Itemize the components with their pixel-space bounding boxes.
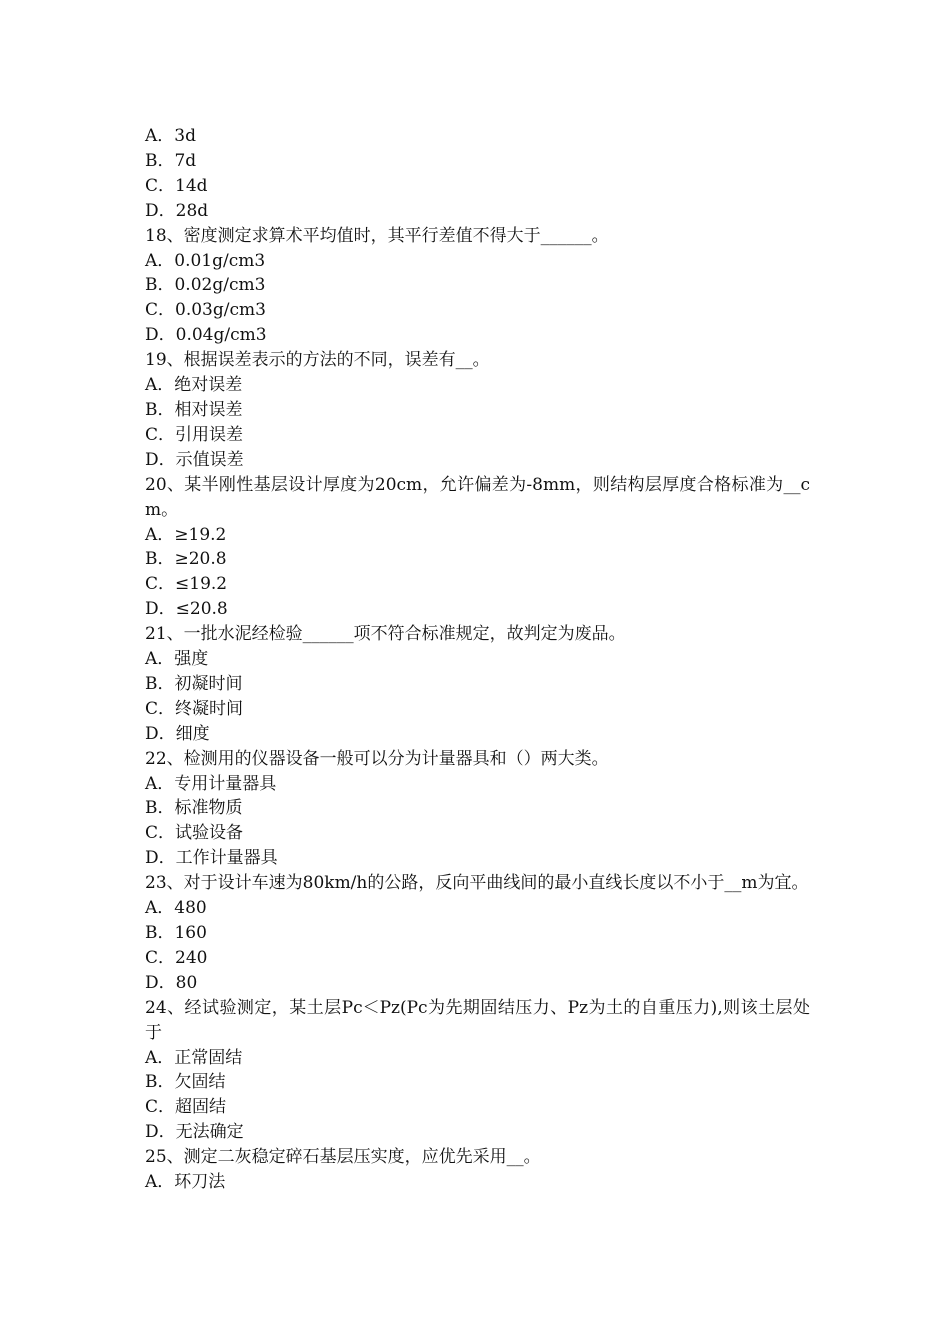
question-18 bbox=[145, 224, 810, 349]
option-d: D．28d bbox=[145, 200, 209, 221]
question-19 bbox=[145, 348, 810, 473]
question-20 bbox=[145, 473, 810, 622]
option-d: D．0.04g/cm3 bbox=[145, 325, 267, 346]
option-a: A．480 bbox=[145, 898, 207, 919]
question-stem: 23、对于设计车速为80km/h的公路，反向平曲线间的最小直线长度以不小于__m为宜。 bbox=[145, 873, 809, 894]
option-a: A．正常固结 bbox=[145, 1047, 243, 1068]
option-b: B．160 bbox=[145, 923, 207, 943]
option-a: A．专用计量器具 bbox=[145, 773, 277, 794]
option-c: C．终凝时间 bbox=[145, 698, 244, 719]
question-23 bbox=[145, 871, 810, 996]
option-d: D．细度 bbox=[145, 723, 210, 744]
option-b: B．欠固结 bbox=[145, 1072, 226, 1093]
option-c: C．240 bbox=[145, 947, 208, 968]
option-c: C．0.03g/cm3 bbox=[145, 300, 266, 321]
option-a: A．0.01g/cm3 bbox=[145, 250, 266, 271]
option-a: A．3d bbox=[145, 126, 196, 146]
option-a: A．≥19.2 bbox=[145, 524, 227, 545]
question-stem: 18、密度测定求算术平均值时，其平行差值不得大于______。 bbox=[145, 225, 609, 246]
option-a: A．绝对误差 bbox=[145, 375, 243, 396]
option-c: C．引用误差 bbox=[145, 424, 244, 445]
question-stem: 25、测定二灰稳定碎石基层压实度，应优先采用__。 bbox=[145, 1147, 541, 1168]
option-d: D．80 bbox=[145, 972, 198, 993]
question-stem: 21、一批水泥经检验______项不符合标准规定，故判定为废品。 bbox=[145, 624, 626, 645]
option-b: B．7d bbox=[145, 150, 197, 171]
option-b: B．标准物质 bbox=[145, 798, 243, 819]
option-b: B．相对误差 bbox=[145, 399, 243, 420]
option-c: C．≤19.2 bbox=[145, 574, 228, 595]
option-c: C．超固结 bbox=[145, 1097, 227, 1118]
question-25 bbox=[145, 1145, 810, 1195]
option-b: B．初凝时间 bbox=[145, 673, 243, 694]
question-stem: 24、经试验测定，某土层Pc＜Pz(Pc为先期固结压力、Pz为土的自重压力),则该土层处于 bbox=[145, 997, 810, 1043]
question-21 bbox=[145, 622, 810, 747]
question-stem: 22、检测用的仪器设备一般可以分为计量器具和（）两大类。 bbox=[145, 748, 609, 769]
question-24 bbox=[145, 996, 810, 1145]
option-b: B．≥20.8 bbox=[145, 549, 227, 570]
question-stem: 19、根据误差表示的方法的不同，误差有__。 bbox=[145, 350, 490, 371]
option-d: D．示值误差 bbox=[145, 449, 244, 470]
option-a: A．环刀法 bbox=[145, 1172, 226, 1193]
option-d: D．无法确定 bbox=[145, 1122, 244, 1143]
option-d: D．工作计量器具 bbox=[145, 848, 278, 869]
question-stem: 20、某半刚性基层设计厚度为20cm，允许偏差为-8mm，则结构层厚度合格标准为__cm。 bbox=[145, 474, 810, 520]
option-c: C．14d bbox=[145, 175, 208, 196]
prelude-options bbox=[145, 124, 810, 224]
option-a: A．强度 bbox=[145, 649, 209, 670]
question-22 bbox=[145, 747, 810, 872]
option-c: C．试验设备 bbox=[145, 823, 244, 844]
option-b: B．0.02g/cm3 bbox=[145, 275, 266, 296]
question-list bbox=[145, 124, 810, 1195]
option-d: D．≤20.8 bbox=[145, 599, 228, 620]
